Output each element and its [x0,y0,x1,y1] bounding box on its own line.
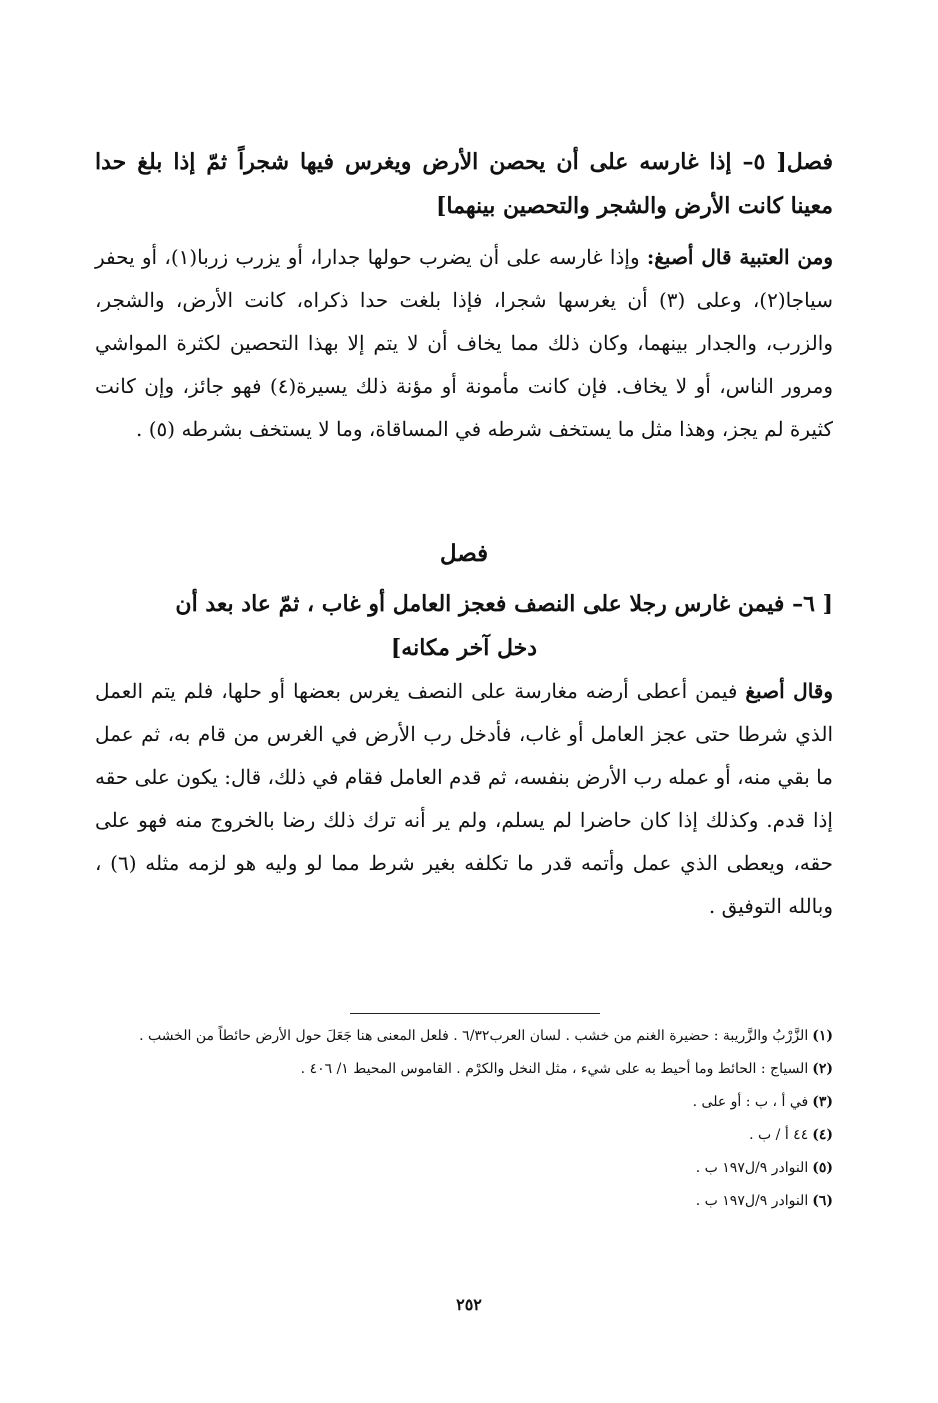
footnote-6-number: (٦) [812,1193,833,1209]
section-6-title: فصل [439,540,489,567]
footnote-3-text: في أ ، ب : أو على . [692,1094,809,1110]
section-5-body: وإذا غارسه على أن يضرب حولها جدارا، أو يزرب زربا(١)، أو يحفر سياجا(٢)، وعلى (٣) أن يغرسها شجرا، فإذا بلغت حدا ذكراه، كانت الأرض، والشجر، والزرب، والجدار بينهما، وكان ذلك مما يخاف أن لا يتم إلا بهذا التحصين لكثرة المواشي ومرور الناس، أو لا يخاف. فإن كانت مأمونة أو مؤنة ذلك يسيرة(٤) فهو جائز، وإن كانت كثيرة لم يجز، وهذا مثل ما يستخف شرطه في المساقاة، وما لا يستخف بشرطه (٥) . [95,245,833,441]
footnote-2 [95,1053,833,1086]
section-5-lead: ومن العتبية قال أصبغ: [646,245,833,269]
section-6-lead: وقال أصبغ [745,679,834,703]
page-number: ٢٥٢ [456,1295,482,1314]
footnote-6-text: النوادر ٩/ل١٩٧ ب . [695,1193,809,1209]
footnote-1 [95,1020,833,1053]
footnote-2-number: (٢) [812,1061,833,1077]
footnote-5-number: (٥) [812,1160,833,1176]
footnote-divider [350,1013,600,1014]
footnote-2-text: السياج : الحائط وما أحيط به على شيء ، مثل النخل والكرْم . القاموس المحيط ١/ ٤٠٦ . [300,1061,809,1077]
section-5-heading: فصل[ ٥– إذا غارسه على أن يحصن الأرض ويغرس فيها شجراً ثمّ إذا بلغ حدا معينا كانت الأرض والشجر والتحصين بينهما] [95,149,833,219]
footnote-1-text: الزَّرْبُ والزَّريبة : حضيرة الغنم من خشب . لسان العرب٦/٣٢ . فلعل المعنى هنا جَعَلَ حول الأرض حائطاً من الخشب . [139,1028,809,1044]
section-6-heading-line-1: [ ٦– فيمن غارس رجلا على النصف فعجز العامل أو غاب ، ثمّ عاد بعد أن [175,591,833,617]
footnotes [95,1020,833,1218]
footnote-3-number: (٣) [812,1094,833,1110]
footnote-5-text: النوادر ٩/ل١٩٧ ب . [695,1160,809,1176]
section-6-heading [95,582,833,670]
section-6-heading-line-2: دخل آخر مكانه] [390,635,538,661]
section-6-body: فيمن أعطى أرضه مغارسة على النصف يغرس بعضها أو حلها، فلم يتم العمل الذي شرطا حتى عجز العامل أو غاب، فأدخل رب الأرض في الغرس من قام به، ثم عمل ما بقي منه، أو عمله رب الأرض بنفسه، ثم قدم العامل فقام في ذلك، قال: يكون على حقه إذا قدم. وكذلك إذا كان حاضرا لم يسلم، ولم ير أنه ترك ذلك رضا بالخروج منه فهو على حقه، ويعطى الذي عمل وأتمه قدر ما تكلفه بغير شرط مما لو وليه هو لزمه مثله (٦) ، وبالله التوفيق . [95,679,833,918]
footnote-5 [95,1152,833,1185]
footnote-4-text: ٤٤ أ / ب . [749,1127,809,1143]
footnote-6 [95,1185,833,1218]
footnote-4-number: (٤) [812,1127,833,1143]
section-5-paragraph [95,236,833,451]
section-6-paragraph [95,670,833,928]
footnote-1-number: (١) [812,1028,833,1044]
footnote-4 [95,1119,833,1152]
footnote-3 [95,1086,833,1119]
